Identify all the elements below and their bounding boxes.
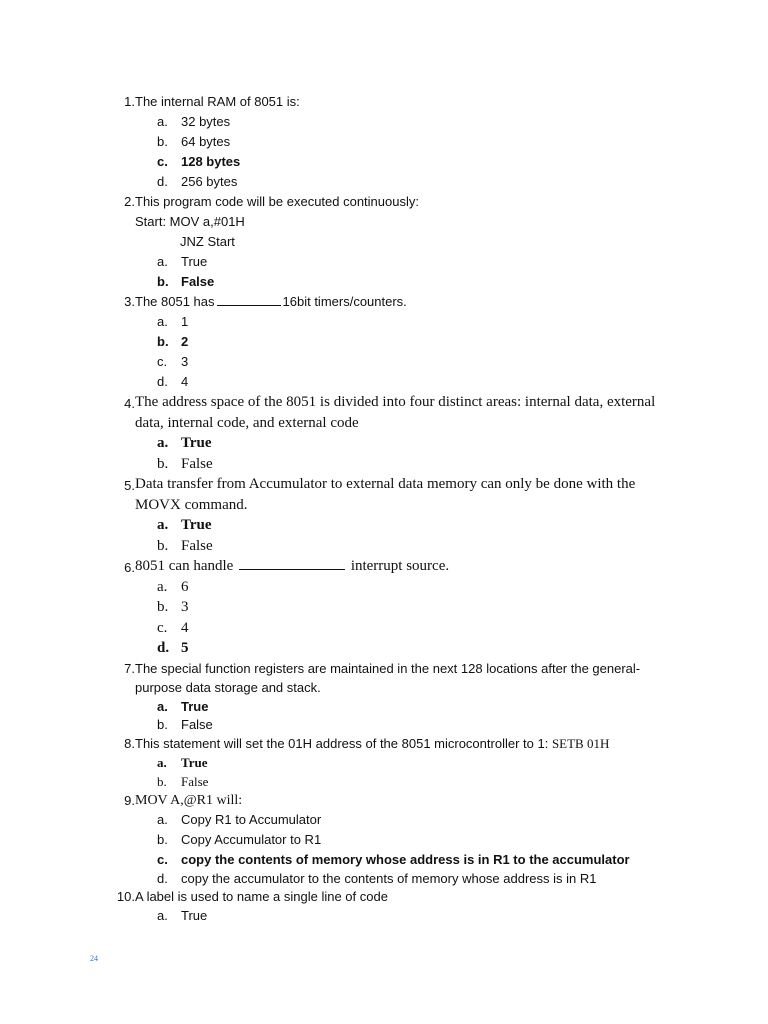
question-text: The 8051 has [135,294,215,309]
option-text: 3 [181,599,189,615]
question-text: The special function registers are maintained in the next 128 locations after the general- [135,661,641,676]
question-text-continued: purpose data storage and stack. [135,680,321,695]
option-correct [157,755,207,771]
option-text: Copy R1 to Accumulator [181,812,322,827]
option [157,832,321,847]
option-text: 3 [181,354,189,369]
question-text: The address space of the 8051 is divided into four distinct areas: internal data, external [135,394,656,410]
option [157,114,230,129]
option-letter: d. [157,871,168,886]
question-text-continued: data, internal code, and external code [135,415,359,431]
option-letter: d. [157,374,168,389]
option [157,812,321,827]
option-letter: a. [157,114,168,129]
option-text: False [181,774,209,789]
option-letter: d. [157,640,170,656]
option-text: True [181,517,212,533]
option-letter: c. [157,852,168,867]
option-correct [157,154,240,169]
question-text: interrupt source. [350,558,450,574]
option-text: 64 bytes [181,134,231,149]
option [157,134,230,149]
option-text: copy the contents of memory whose address is in R1 to the accumulator [181,852,630,867]
option-letter: a. [157,755,167,770]
page-number: 24 [90,954,98,963]
option-text: 5 [181,640,189,656]
option-correct [157,640,189,657]
question-text-continued: MOVX command. [135,497,248,513]
option [157,354,188,369]
option-text: 32 bytes [181,114,231,129]
option-text: True [181,755,208,770]
question-text: 16bit timers/counters. [282,294,407,309]
question-number: 8. [124,736,135,751]
option-text: 1 [181,314,189,329]
question-text: A label is used to name a single line of code [135,889,388,904]
option-correct [157,334,188,349]
question-number: 6. [124,560,135,575]
option [157,908,207,923]
code-snippet: SETB 01H [551,736,610,751]
option [157,599,189,616]
option-text: False [181,717,213,732]
option-letter: c. [157,154,168,169]
option-correct [157,435,212,452]
option-text: 128 bytes [181,154,241,169]
question-number: 1. [124,94,135,109]
code-line: JNZ Start [180,234,235,249]
option-text: False [181,456,213,472]
option [157,871,596,886]
option-letter: c. [157,354,168,369]
option [157,174,237,189]
question-number: 5. [124,478,135,493]
option-text: False [181,538,213,554]
code-line: Start: MOV a,#01H [135,214,245,229]
answer-blank [217,304,281,306]
option-letter: b. [157,717,168,732]
option-text: 2 [181,334,189,349]
option-letter: b. [157,334,169,349]
option [157,456,213,473]
option-text: True [181,699,209,714]
option-letter: b. [157,134,168,149]
question-text: The internal RAM of 8051 is: [135,94,300,109]
question-number: 2. [124,194,135,209]
question-text: 8051 can handle [135,558,234,574]
question-text: Data transfer from Accumulator to external data memory can only be done with the [135,476,636,492]
option-correct [157,699,208,714]
option-letter: a. [157,579,168,595]
option [157,374,188,389]
option-letter: a. [157,314,168,329]
option-text: Copy Accumulator to R1 [181,832,322,847]
option-letter: a. [157,699,168,714]
option [157,538,213,555]
option-text: True [181,254,208,269]
question-number: 7. [124,661,135,676]
option-letter: b. [157,832,168,847]
option-text: 6 [181,579,189,595]
option [157,717,213,732]
option-text: 256 bytes [181,174,238,189]
question-number: 10. [116,889,135,904]
option [157,579,189,596]
option-text: 4 [181,620,189,636]
option [157,774,208,790]
option-correct [157,852,630,867]
option-letter: a. [157,435,169,451]
option-letter: c. [157,620,168,636]
option-letter: a. [157,812,168,827]
option [157,620,189,637]
option-letter: a. [157,908,168,923]
option-letter: b. [157,774,167,789]
option-letter: d. [157,174,168,189]
option-letter: b. [157,538,169,554]
answer-blank [239,568,345,570]
option-text: 4 [181,374,189,389]
option-letter: b. [157,599,169,615]
option [157,314,188,329]
option-letter: a. [157,254,168,269]
option-text: False [181,274,215,289]
question-number: 3. [124,294,135,309]
option-correct [157,517,212,534]
question-text: MOV A,@R1 will: [135,793,243,808]
option-text: True [181,435,212,451]
question-text: This statement will set the 01H address of the 8051 microcontroller to 1: [135,736,549,751]
option-letter: a. [157,517,169,533]
option-text: True [181,908,208,923]
question-text: This program code will be executed continuously: [135,194,419,209]
option-text: copy the accumulator to the contents of memory whose address is in R1 [181,871,597,886]
option-correct [157,274,214,289]
question-number: 9. [124,793,135,808]
question-number: 4. [124,396,135,411]
option-letter: b. [157,274,169,289]
option-letter: b. [157,456,169,472]
option [157,254,207,269]
